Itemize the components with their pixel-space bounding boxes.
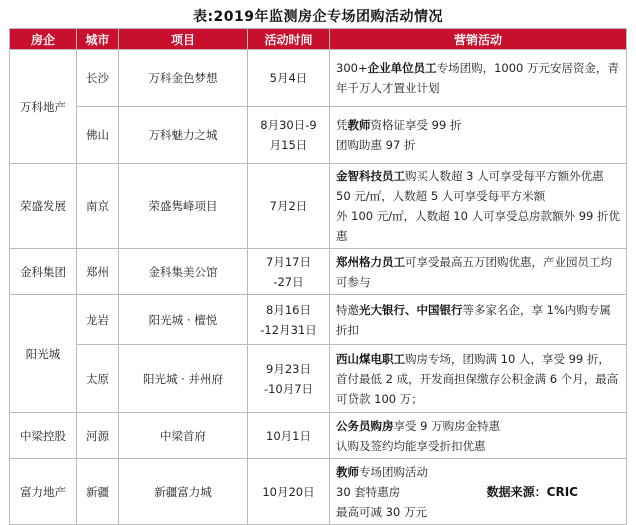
table-row xyxy=(10,50,627,107)
activity-text: 资格证享受 99 折 xyxy=(370,118,462,132)
activity-line xyxy=(336,416,620,436)
activity-cell xyxy=(330,164,627,249)
time-line: -12月31日 xyxy=(260,322,317,337)
activity-text: 专场团购，1000 万元安居资金，青 xyxy=(436,61,620,75)
activity-line xyxy=(336,115,620,135)
project-cell: 金科集美公馆 xyxy=(119,249,248,295)
project-cell: 万科魅力之城 xyxy=(119,107,248,164)
city-cell: 龙岩 xyxy=(77,295,119,345)
time-line: 10月20日 xyxy=(262,484,315,499)
activity-line xyxy=(336,166,620,186)
activity-text: 300+ xyxy=(336,61,368,75)
activity-cell xyxy=(330,345,627,413)
header-project: 项目 xyxy=(119,29,248,50)
activity-text: 50 元/㎡，人数超 5 人可享受每平方米额 xyxy=(336,189,546,203)
activity-text: 享受 9 万购房金特惠 xyxy=(393,418,501,433)
activity-text: 等多家名企，享 1%内购专属 xyxy=(462,302,611,317)
city-cell: 长沙 xyxy=(77,50,119,107)
activity-line xyxy=(336,462,620,482)
time-line: -27日 xyxy=(273,274,304,289)
activity-text: 30 套特惠房 xyxy=(336,484,401,499)
table-row xyxy=(10,249,627,295)
time-cell xyxy=(248,164,330,249)
activity-line xyxy=(336,252,620,272)
activity-line xyxy=(336,226,620,246)
activity-line xyxy=(336,300,620,320)
company-cell: 金科集团 xyxy=(10,249,77,295)
table-header-row xyxy=(10,29,627,50)
activity-line xyxy=(336,58,620,78)
activity-text: 外 100 元/㎡，人数超 10 人可享受总房款额外 99 折优 xyxy=(336,209,621,223)
city-cell: 南京 xyxy=(77,164,119,249)
company-cell: 富力地产 xyxy=(10,459,77,525)
activity-text: 认购及签约均能享受折扣优惠 xyxy=(336,438,486,453)
activity-keyword: 金智科技员工 xyxy=(336,169,405,183)
activity-line xyxy=(336,272,620,292)
activity-line xyxy=(336,78,620,98)
time-cell xyxy=(248,459,330,525)
activity-keyword: 公务员购房 xyxy=(336,418,394,433)
activity-keyword: 教师 xyxy=(336,464,359,479)
activity-text: 折扣 xyxy=(336,322,359,337)
time-line: 8月30日-9 xyxy=(260,118,317,132)
activity-keyword: 教师 xyxy=(347,118,371,132)
time-line: 8月16日 xyxy=(266,302,311,317)
activity-text: 年千万人才置业计划 xyxy=(336,81,440,95)
city-cell: 新疆 xyxy=(77,459,119,525)
activity-line xyxy=(336,206,620,226)
city-cell: 河源 xyxy=(77,413,119,459)
activity-cell xyxy=(330,107,627,164)
activity-text: 团购助惠 97 折 xyxy=(336,138,416,152)
promotion-table xyxy=(9,28,627,525)
activity-text: 最高可减 30 万元 xyxy=(336,504,427,519)
time-cell xyxy=(248,249,330,295)
activity-keyword: 光大银行、中国银行 xyxy=(359,302,463,317)
data-source: 数据来源：CRIC xyxy=(486,485,578,499)
activity-cell xyxy=(330,459,627,525)
city-cell: 佛山 xyxy=(77,107,119,164)
header-company: 房企 xyxy=(10,29,77,50)
company-cell: 荣盛发展 xyxy=(10,164,77,249)
activity-line xyxy=(336,320,620,340)
activity-text: 首付最低 2 成，开发商担保缴存公积金满 6 个月，最高 xyxy=(336,371,619,386)
time-line: -10月7日 xyxy=(263,381,314,396)
activity-text: 凭 xyxy=(336,118,348,132)
activity-text: 购买人数超 3 人可享受每平方额外优惠 xyxy=(405,169,604,183)
activity-line xyxy=(336,186,620,206)
project-cell: 万科金色梦想 xyxy=(119,50,248,107)
time-line: 10月1日 xyxy=(266,428,311,443)
time-line: 7月17日 xyxy=(266,254,311,269)
company-cell: 阳光城 xyxy=(10,295,77,413)
table-row xyxy=(10,345,627,413)
time-cell xyxy=(248,345,330,413)
table-row xyxy=(10,295,627,345)
activity-keyword: 西山煤电职工 xyxy=(336,351,405,366)
activity-text: 可享受最高五万团购优惠，产业园员工均 xyxy=(405,254,612,269)
activity-line xyxy=(336,389,620,409)
company-cell: 中梁控股 xyxy=(10,413,77,459)
time-cell xyxy=(248,50,330,107)
activity-text: 特邀 xyxy=(336,302,359,317)
activity-line xyxy=(336,436,620,456)
city-cell: 郑州 xyxy=(77,249,119,295)
city-cell: 太原 xyxy=(77,345,119,413)
time-line: 月15日 xyxy=(269,138,308,152)
table-row xyxy=(10,413,627,459)
header-city: 城市 xyxy=(77,29,119,50)
time-line: 5月4日 xyxy=(269,71,308,85)
activity-text: 专场团购活动 xyxy=(359,464,428,479)
activity-cell xyxy=(330,50,627,107)
project-cell: 阳光城 · 檀悦 xyxy=(119,295,248,345)
table-title: 表:2019年监测房企专场团购活动情况 xyxy=(192,9,444,25)
activity-keyword: 郑州格力员工 xyxy=(336,254,405,269)
activity-keyword: 企业单位员工 xyxy=(367,61,437,75)
activity-text: 可参与 xyxy=(336,274,371,289)
time-cell xyxy=(248,413,330,459)
activity-line xyxy=(336,369,620,389)
activity-text: 惠 xyxy=(336,229,348,243)
company-cell: 万科地产 xyxy=(10,50,77,164)
activity-line xyxy=(336,135,620,155)
project-cell: 新疆富力城 xyxy=(119,459,248,525)
table-row xyxy=(10,107,627,164)
project-cell: 中梁首府 xyxy=(119,413,248,459)
project-cell: 阳光城 · 并州府 xyxy=(119,345,248,413)
activity-cell xyxy=(330,249,627,295)
time-cell xyxy=(248,295,330,345)
time-cell xyxy=(248,107,330,164)
time-line: 7月2日 xyxy=(269,199,308,213)
time-line: 9月23日 xyxy=(266,361,311,376)
header-time: 活动时间 xyxy=(248,29,330,50)
table-row xyxy=(10,164,627,249)
header-activity: 营销活动 xyxy=(330,29,627,50)
activity-cell xyxy=(330,295,627,345)
activity-text: 可贷款 100 万； xyxy=(336,391,423,406)
activity-line xyxy=(336,349,620,369)
activity-text: 购房专场，团购满 10 人，享受 99 折， xyxy=(405,351,610,366)
activity-cell xyxy=(330,413,627,459)
project-cell: 荣盛隽峰项目 xyxy=(119,164,248,249)
